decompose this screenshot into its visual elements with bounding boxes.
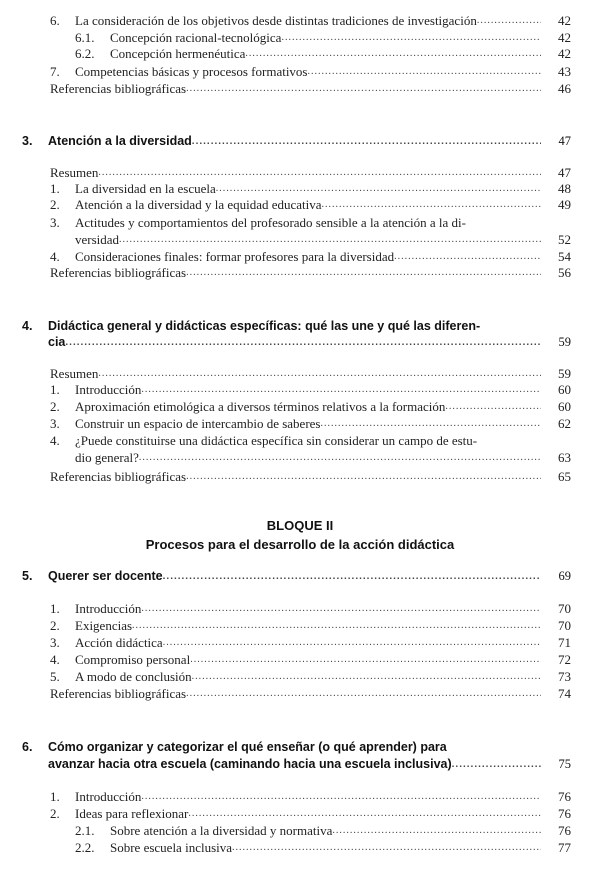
- chapter-entry: [0, 318, 600, 335]
- toc-entry: [0, 29, 600, 46]
- entry-title: Cómo organizar y categorizar el qué enseñar (o qué aprender) para: [48, 740, 447, 754]
- entry-number: 2.: [50, 399, 60, 414]
- dot-leader: [163, 634, 541, 651]
- entry-title: ¿Puede constituirse una didáctica específica sin considerar un campo de estu-: [75, 433, 478, 448]
- chapter-entry: [0, 739, 600, 756]
- dot-leader: [332, 822, 541, 839]
- entry-number: 3.: [50, 416, 60, 431]
- dot-leader: [186, 264, 541, 281]
- toc-entry: [0, 634, 600, 651]
- entry-number: 1.: [50, 789, 60, 804]
- entry-title: Referencias bibliográficas: [50, 265, 187, 280]
- entry-title: Competencias básicas y procesos formativos: [75, 64, 308, 79]
- page-number: 76: [558, 806, 571, 821]
- entry-number: 7.: [50, 64, 60, 79]
- entry-number: 1.: [50, 601, 60, 616]
- entry-title: Didáctica general y didácticas específicas: qué las une y qué las diferen-: [48, 319, 481, 333]
- page-number: 73: [558, 669, 571, 684]
- chapter-entry: [0, 568, 600, 585]
- entry-title: versidad: [75, 232, 120, 247]
- dot-leader: [308, 63, 542, 80]
- entry-number: 2.: [50, 806, 60, 821]
- page-number: 76: [558, 789, 571, 804]
- page-number: 62: [558, 416, 571, 431]
- page-number: 54: [558, 249, 571, 264]
- entry-number: 6.: [50, 13, 60, 28]
- toc-entry: [0, 231, 600, 248]
- entry-title: Introducción: [75, 789, 142, 804]
- page-number: 65: [558, 469, 571, 484]
- toc-entry: [0, 822, 600, 839]
- entry-title: Exigencias: [75, 618, 133, 633]
- entry-title: Introducción: [75, 382, 142, 397]
- page-number: 76: [558, 823, 571, 838]
- page-number: 49: [558, 197, 571, 212]
- dot-leader: [188, 805, 541, 822]
- page-number: 70: [558, 601, 571, 616]
- entry-title: Sobre atención a la diversidad y normativa: [110, 823, 333, 838]
- entry-number: 3.: [50, 635, 60, 650]
- toc-entry: [0, 264, 600, 281]
- block-label: BLOQUE II: [266, 518, 334, 533]
- toc-entry: [0, 196, 600, 213]
- dot-leader: [119, 231, 541, 248]
- entry-title: avanzar hacia otra escuela (caminando hacia una escuela inclusiva): [48, 757, 452, 771]
- toc-entry: [0, 600, 600, 617]
- entry-title: Concepción racional-tecnológica: [110, 30, 282, 45]
- entry-number: 6.1.: [75, 30, 95, 45]
- dot-leader: [132, 617, 541, 634]
- dot-leader: [141, 788, 541, 805]
- dot-leader: [141, 600, 541, 617]
- entry-number: 2.1.: [75, 823, 95, 838]
- dot-leader: [192, 668, 541, 685]
- page-number: 42: [558, 46, 571, 61]
- entry-number: 2.: [50, 197, 60, 212]
- entry-number: 4.: [22, 319, 33, 333]
- entry-number: 2.: [50, 618, 60, 633]
- entry-number: 4.: [50, 652, 60, 667]
- entry-title: A modo de conclusión: [75, 669, 192, 684]
- toc-entry: [0, 668, 600, 685]
- dot-leader: [322, 196, 541, 213]
- dot-leader: [98, 365, 541, 382]
- toc-entry: [0, 398, 600, 415]
- entry-title: Consideraciones finales: formar profesores para la diversidad: [75, 249, 395, 264]
- dot-leader: [281, 29, 541, 46]
- toc-entry: [0, 45, 600, 62]
- dot-leader: [190, 651, 541, 668]
- entry-title: Compromiso personal: [75, 652, 191, 667]
- toc-entry: [0, 415, 600, 432]
- dot-leader: [139, 449, 541, 466]
- page-number: 60: [558, 399, 571, 414]
- page-number: 69: [558, 569, 571, 583]
- dot-leader: [186, 685, 541, 702]
- block-subtitle: Procesos para el desarrollo de la acción didáctica: [145, 537, 455, 552]
- dot-leader: [445, 398, 541, 415]
- page-number: 59: [558, 366, 571, 381]
- dot-leader: [320, 415, 541, 432]
- page-number: 63: [558, 450, 571, 465]
- dot-leader: [394, 248, 541, 265]
- toc-entry: [0, 63, 600, 80]
- entry-title: Actitudes y comportamientos del profesorado sensible a la atención a la di-: [75, 215, 466, 230]
- page-number: 59: [558, 335, 571, 349]
- dot-leader: [452, 756, 541, 773]
- page-number: 42: [558, 13, 571, 28]
- entry-title: dio general?: [75, 450, 139, 465]
- page-number: 60: [558, 382, 571, 397]
- entry-title: Resumen: [50, 366, 99, 381]
- dot-leader: [163, 568, 541, 585]
- page-number: 72: [558, 652, 571, 667]
- dot-leader: [141, 381, 541, 398]
- toc-entry: [0, 617, 600, 634]
- entry-title: Referencias bibliográficas: [50, 81, 187, 96]
- toc-entry: [0, 214, 600, 231]
- entry-title: Acción didáctica: [75, 635, 163, 650]
- page-number: 47: [558, 134, 571, 148]
- page-number: 56: [558, 265, 571, 280]
- toc-entry: [0, 164, 600, 181]
- entry-number: 5.: [50, 669, 60, 684]
- toc-entry: [0, 248, 600, 265]
- entry-number: 3.: [50, 215, 60, 230]
- entry-title: Sobre escuela inclusiva: [110, 840, 233, 855]
- page-number: 46: [558, 81, 571, 96]
- entry-title: Ideas para reflexionar: [75, 806, 189, 821]
- toc-entry: [0, 365, 600, 382]
- dot-leader: [216, 180, 541, 197]
- page-number: 70: [558, 618, 571, 633]
- dot-leader: [477, 12, 541, 29]
- chapter-entry: [0, 133, 600, 150]
- toc-entry: [0, 468, 600, 485]
- page-number: 42: [558, 30, 571, 45]
- entry-number: 4.: [50, 433, 60, 448]
- entry-title: Atención a la diversidad: [48, 134, 192, 148]
- toc-entry: [0, 805, 600, 822]
- entry-title: Construir un espacio de intercambio de saberes: [75, 416, 321, 431]
- dot-leader: [186, 80, 541, 97]
- toc-entry: [0, 80, 600, 97]
- dot-leader: [192, 133, 541, 150]
- toc-entry: [0, 651, 600, 668]
- entry-title: Resumen: [50, 165, 99, 180]
- entry-title: Atención a la diversidad y la equidad educativa: [75, 197, 322, 212]
- entry-title: Introducción: [75, 601, 142, 616]
- dot-leader: [65, 334, 541, 351]
- entry-title: La diversidad en la escuela: [75, 181, 216, 196]
- entry-number: 4.: [50, 249, 60, 264]
- dot-leader: [232, 839, 541, 856]
- chapter-entry: [0, 756, 600, 773]
- entry-title: Referencias bibliográficas: [50, 686, 187, 701]
- toc-entry: [0, 449, 600, 466]
- entry-title: Referencias bibliográficas: [50, 469, 187, 484]
- entry-number: 6.2.: [75, 46, 95, 61]
- toc-entry: [0, 381, 600, 398]
- page-number: 43: [558, 64, 571, 79]
- page-number: 77: [558, 840, 571, 855]
- chapter-entry: [0, 334, 600, 351]
- entry-title: cia: [48, 335, 66, 349]
- page-number: 74: [558, 686, 571, 701]
- entry-title: Concepción hermenéutica: [110, 46, 246, 61]
- page-number: 48: [558, 181, 571, 196]
- dot-leader: [245, 45, 541, 62]
- page-number: 52: [558, 232, 571, 247]
- dot-leader: [186, 468, 541, 485]
- page-number: 71: [558, 635, 571, 650]
- toc-entry: [0, 788, 600, 805]
- toc-entry: [0, 180, 600, 197]
- entry-number: 3.: [22, 134, 33, 148]
- entry-number: 2.2.: [75, 840, 95, 855]
- entry-number: 1.: [50, 382, 60, 397]
- entry-number: 1.: [50, 181, 60, 196]
- toc-entry: [0, 432, 600, 449]
- toc-entry: [0, 839, 600, 856]
- page-number: 47: [558, 165, 571, 180]
- entry-title: La consideración de los objetivos desde distintas tradiciones de investigación: [75, 13, 477, 28]
- entry-title: Aproximación etimológica a diversos términos relativos a la formación: [75, 399, 446, 414]
- page-number: 75: [558, 757, 571, 771]
- dot-leader: [98, 164, 541, 181]
- entry-number: 6.: [22, 740, 33, 754]
- toc-entry: [0, 12, 600, 29]
- entry-number: 5.: [22, 569, 33, 583]
- toc-entry: [0, 685, 600, 702]
- entry-title: Querer ser docente: [48, 569, 163, 583]
